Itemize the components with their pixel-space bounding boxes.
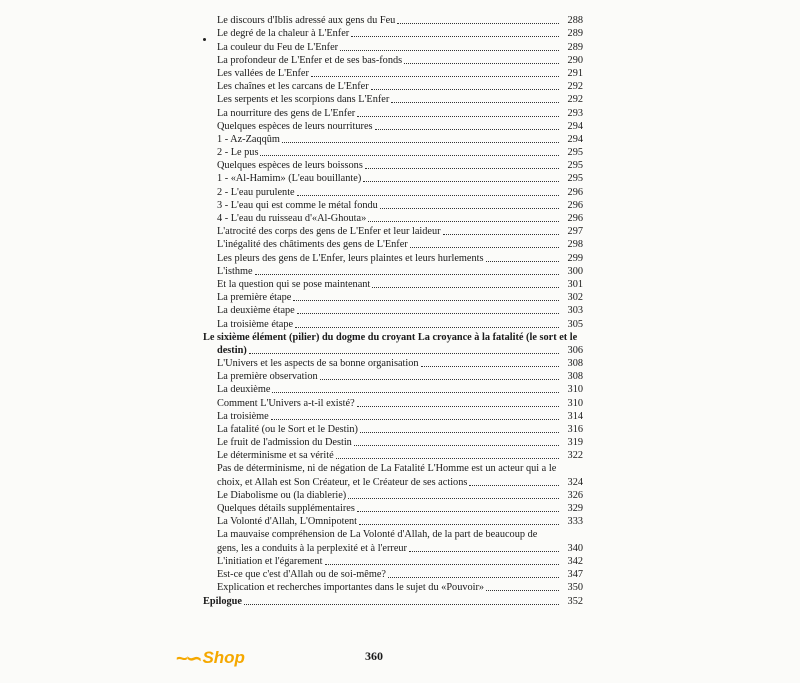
toc-entry-multiline [203, 528, 583, 554]
toc-entry-title: Le degré de la chaleur à L'Enfer [217, 28, 350, 40]
page-number: 360 [365, 649, 383, 663]
toc-entry [203, 14, 583, 27]
leader-dots [469, 485, 559, 486]
toc-entry-title: Les vallées de L'Enfer [217, 67, 309, 79]
toc-entry [203, 172, 583, 185]
toc-page-number: 329 [567, 503, 583, 515]
leader-dots [409, 551, 559, 552]
leader-dots [297, 195, 559, 196]
toc-entry [203, 40, 583, 53]
leader-dots [357, 406, 559, 407]
toc-page-number: 302 [567, 292, 583, 304]
leader-dots [282, 142, 559, 143]
toc-entry [203, 93, 583, 106]
toc-entry-title: La couleur du Feu de L'Enfer [217, 41, 339, 53]
leader-dots [486, 590, 559, 591]
toc-page-number: 296 [567, 186, 583, 198]
toc-page-number: 297 [567, 226, 583, 238]
toc-page-number: 300 [567, 265, 583, 277]
leader-dots [443, 234, 559, 235]
logo-text: Shop [202, 648, 245, 667]
toc-entry-title: Le discours d'Iblis adressé aux gens du Feu [217, 15, 396, 27]
toc-entry [203, 304, 583, 317]
toc-entry-multiline [203, 462, 583, 488]
toc-entry-title: La troisième [217, 410, 269, 422]
leader-dots [320, 379, 559, 380]
leader-dots [365, 168, 559, 169]
leader-dots [372, 287, 559, 288]
leader-dots [249, 353, 559, 354]
toc-page-number: 306 [567, 344, 583, 356]
toc-entry [203, 212, 583, 225]
toc-page-number: 352 [567, 595, 583, 607]
toc-entry [203, 251, 583, 264]
toc-entry-title: Et la question qui se pose maintenant [217, 278, 371, 290]
toc-entry [203, 199, 583, 212]
leader-dots [359, 524, 559, 525]
toc-entry-title: La deuxième [217, 384, 271, 396]
section-heading-line1: Le sixième élément (pilier) du dogme du croyant La croyance à la fatalité (le sort et le [203, 331, 578, 343]
leader-dots [380, 208, 559, 209]
toc-entry [203, 120, 583, 133]
toc-entry [203, 278, 583, 291]
toc-page-number: 294 [567, 133, 583, 145]
toc-entry [203, 54, 583, 67]
toc-page-number: 308 [567, 358, 583, 370]
leader-dots [421, 366, 559, 367]
leader-dots [391, 102, 559, 103]
leader-dots [336, 458, 559, 459]
toc-page-number: 292 [567, 81, 583, 93]
logo-swirl-icon: ~∽ [176, 647, 201, 670]
leader-dots [363, 181, 559, 182]
table-of-contents [203, 14, 583, 608]
toc-entry-title: 4 - L'eau du ruisseau d'«Al-Ghouta» [217, 213, 367, 224]
toc-entry-title: Les chaînes et les carcans de L'Enfer [217, 81, 369, 93]
toc-entry-title: L'inégalité des châtiments des gens de L'Enfer [217, 239, 408, 251]
leader-dots [340, 50, 559, 51]
toc-entry-title: Le fruit de l'admission du Destin [217, 437, 352, 449]
toc-entry [203, 67, 583, 80]
leader-dots [375, 129, 559, 130]
toc-page-number: 324 [567, 476, 583, 488]
toc-section-heading [203, 331, 583, 357]
toc-page-number: 303 [567, 305, 583, 317]
leader-dots [360, 432, 559, 433]
toc-entry-title: La deuxième étape [217, 305, 295, 317]
toc-page-number: 322 [567, 450, 583, 462]
toc-entry [203, 133, 583, 146]
toc-entry [203, 357, 583, 370]
toc-page-number: 350 [567, 582, 583, 594]
toc-entry [203, 423, 583, 436]
toc-entry-title: 3 - L'eau qui est comme le métal fondu [217, 199, 378, 211]
leader-dots [368, 221, 559, 222]
toc-entry-title: La fatalité (ou le Sort et le Destin) [217, 424, 358, 436]
leader-dots [371, 89, 559, 90]
toc-page-number: 289 [567, 28, 583, 40]
leader-dots [255, 274, 559, 275]
toc-entry [203, 555, 583, 568]
toc-page-number: 319 [567, 437, 583, 449]
leader-dots [397, 23, 559, 24]
toc-page-number: 310 [567, 384, 583, 396]
toc-entry-line2: choix, et Allah est Son Créateur, et le Créateur de ses actions [217, 476, 468, 488]
toc-entry-title: L'initiation et l'égarement [217, 555, 323, 567]
toc-page-number: 333 [567, 516, 583, 528]
toc-entry [203, 436, 583, 449]
toc-page-number: 294 [567, 120, 583, 132]
toc-page-number: 308 [567, 371, 583, 383]
leader-dots [244, 604, 559, 605]
toc-page-number: 310 [567, 397, 583, 409]
toc-page-number: 305 [567, 318, 583, 330]
toc-entry-title: Explication et recherches importantes dans le sujet du «Pouvoir» [217, 582, 485, 594]
toc-entry [203, 159, 583, 172]
leader-dots [486, 261, 559, 262]
toc-page-number: 314 [567, 410, 583, 422]
leader-dots [357, 116, 559, 117]
toc-page-number: 295 [567, 173, 583, 185]
toc-entry-title: Les pleurs des gens de L'Enfer, leurs plaintes et leurs hurlements [217, 252, 484, 264]
toc-entry-title: L'isthme [217, 265, 253, 277]
toc-page-number: 347 [567, 569, 583, 581]
toc-entry-title: Comment L'Univers a-t-il existé? [217, 397, 355, 409]
toc-entry [203, 515, 583, 528]
toc-entry-title: 2 - L'eau purulente [217, 186, 295, 198]
leader-dots [388, 577, 559, 578]
toc-entry-line1: Pas de déterminisme, ni de négation de La Fatalité L'Homme est un acteur qui a le [217, 463, 557, 475]
toc-page-number: 291 [567, 67, 583, 79]
leader-dots [348, 498, 559, 499]
leader-dots [325, 564, 560, 565]
toc-entry [203, 106, 583, 119]
toc-entry [203, 396, 583, 409]
leader-dots [260, 155, 559, 156]
toc-entry [203, 225, 583, 238]
toc-entry-title: Le Diabolisme ou (la diablerie) [217, 490, 347, 501]
toc-entry-title: 2 - Le pus [217, 147, 259, 159]
toc-entry-title: La troisième étape [217, 318, 294, 330]
toc-entry [203, 27, 583, 40]
toc-entry [203, 185, 583, 198]
toc-page-number: 298 [567, 239, 583, 251]
leader-dots [404, 63, 559, 64]
toc-page-number: 301 [567, 278, 583, 290]
toc-page-number: 295 [567, 160, 583, 172]
toc-page-number: 295 [567, 147, 583, 159]
toc-entry [203, 265, 583, 278]
toc-page-number: 289 [567, 41, 583, 53]
toc-entry-line2: gens, les a conduits à la perplexité et à l'erreur [217, 542, 407, 554]
toc-page-number: 326 [567, 490, 583, 501]
leader-dots [295, 327, 559, 328]
toc-entry-title: Quelques détails supplémentaires [217, 503, 355, 515]
toc-entry-title: Est-ce que c'est d'Allah ou de soi-même? [217, 569, 386, 581]
leader-dots [297, 313, 559, 314]
toc-entry-title: La première observation [217, 371, 318, 383]
leader-dots [351, 36, 559, 37]
leader-dots [357, 511, 559, 512]
leader-dots [272, 392, 559, 393]
toc-entry [203, 502, 583, 515]
toc-entry [203, 370, 583, 383]
toc-page-number: 290 [567, 54, 583, 66]
toc-entry [203, 238, 583, 251]
toc-entry [203, 146, 583, 159]
toc-entry-title: Quelques espèces de leurs boissons [217, 160, 363, 172]
toc-page-number: 342 [567, 555, 583, 567]
toc-entry-title: Les serpents et les scorpions dans L'Enfer [217, 94, 390, 106]
toc-entry-title: L'Univers et les aspects de sa bonne organisation [217, 358, 419, 370]
toc-entry-title: Epilogue [203, 595, 242, 607]
leader-dots [354, 445, 559, 446]
leader-dots [311, 76, 559, 77]
toc-entry-title: Le déterminisme et sa vérité [217, 450, 334, 462]
toc-entry-title: La profondeur de L'Enfer et de ses bas-fonds [217, 54, 403, 66]
toc-entry [203, 489, 583, 502]
toc-entry [203, 581, 583, 594]
toc-page-number: 299 [567, 252, 583, 264]
toc-entry-title: L'atrocité des corps des gens de L'Enfer et leur laideur [217, 226, 441, 238]
toc-entry-title: Quelques espèces de leurs nourritures [217, 120, 373, 132]
toc-page-number: 296 [567, 199, 583, 211]
toc-page-number: 296 [567, 213, 583, 224]
toc-entry [203, 291, 583, 304]
leader-dots [410, 247, 559, 248]
toc-entry-title: La Volonté d'Allah, L'Omnipotent [217, 516, 358, 528]
toc-entry [203, 317, 583, 330]
toc-page-number: 316 [567, 424, 583, 436]
toc-entry-title: La première étape [217, 292, 292, 304]
toc-entry [203, 80, 583, 93]
toc-entry [203, 568, 583, 581]
shop-logo [176, 644, 245, 672]
toc-entry [203, 449, 583, 462]
toc-entry-title: 1 - Az-Zaqqûm [217, 133, 280, 145]
toc-entry-line1: La mauvaise compréhension de La Volonté d'Allah, de la part de beaucoup de [217, 529, 538, 541]
toc-page-number: 293 [567, 107, 583, 119]
toc-page-number: 340 [567, 542, 583, 554]
section-heading-line2: destin) [217, 344, 247, 356]
toc-entry-title: 1 - «Al-Hamim» (L'eau bouillante) [217, 173, 362, 185]
toc-entry-title: La nourriture des gens de L'Enfer [217, 107, 356, 119]
toc-entry [203, 383, 583, 396]
toc-entry [203, 410, 583, 423]
leader-dots [293, 300, 559, 301]
toc-entry-epilogue [203, 594, 583, 607]
leader-dots [271, 419, 559, 420]
toc-page-number: 288 [567, 15, 583, 27]
toc-page-number: 292 [567, 94, 583, 106]
